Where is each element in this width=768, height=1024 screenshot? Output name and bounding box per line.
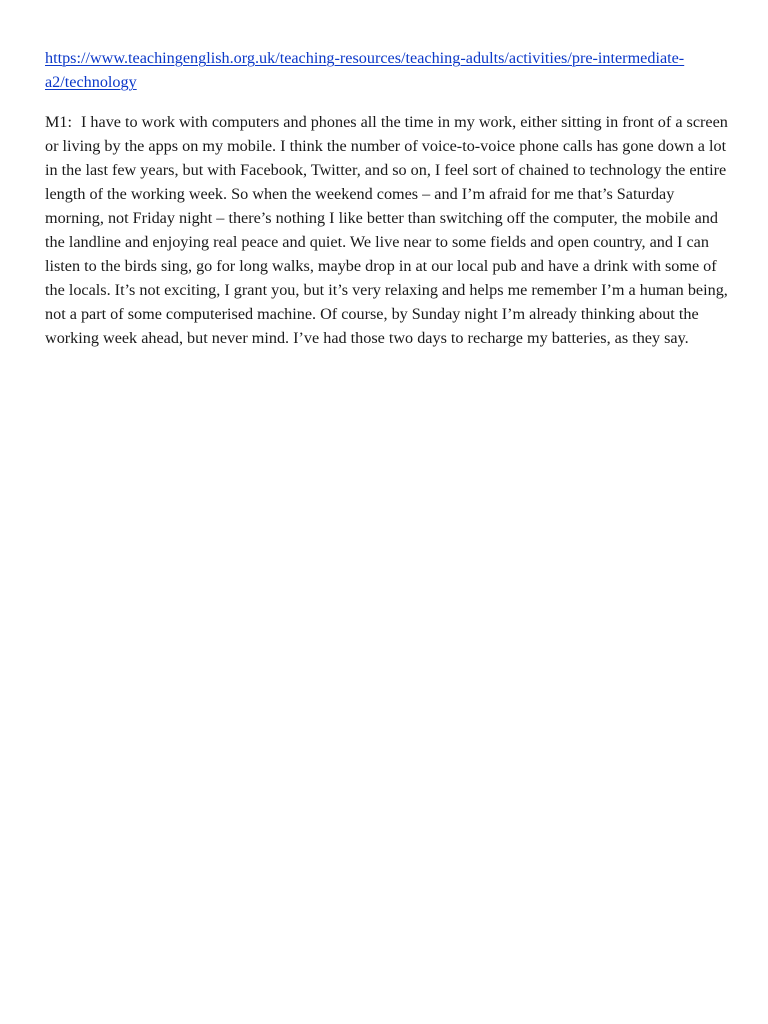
- source-link[interactable]: https://www.teachingenglish.org.uk/teaching-resources/teaching-adults/activities/pre-intermediate-a2/technology: [45, 49, 685, 91]
- transcript-paragraph: [45, 110, 730, 350]
- document-page: [45, 46, 730, 350]
- speaker-label: M1:: [45, 113, 72, 131]
- transcript-text: I have to work with computers and phones all the time in my work, either sitting in front of a screen or living by the apps on my mobile. I think the number of voice-to-voice phone calls has gone down a lot in the last few years, but with Facebook, Twitter, and so on, I feel sort of chained to technology the entire length of the working week. So when the weekend comes – and I’m afraid for me that’s Saturday morning, not Friday night – there’s nothing I like better than switching off the computer, the mobile and the landline and enjoying real peace and quiet. We live near to some fields and open country, and I can listen to the birds sing, go for long walks, maybe drop in at our local pub and have a drink with some of the locals. It’s not exciting, I grant you, but it’s very relaxing and helps me remember I’m a human being, not a part of some computerised machine. Of course, by Sunday night I’m already thinking about the working week ahead, but never mind. I’ve had those two days to recharge my batteries, as they say.: [45, 113, 728, 347]
